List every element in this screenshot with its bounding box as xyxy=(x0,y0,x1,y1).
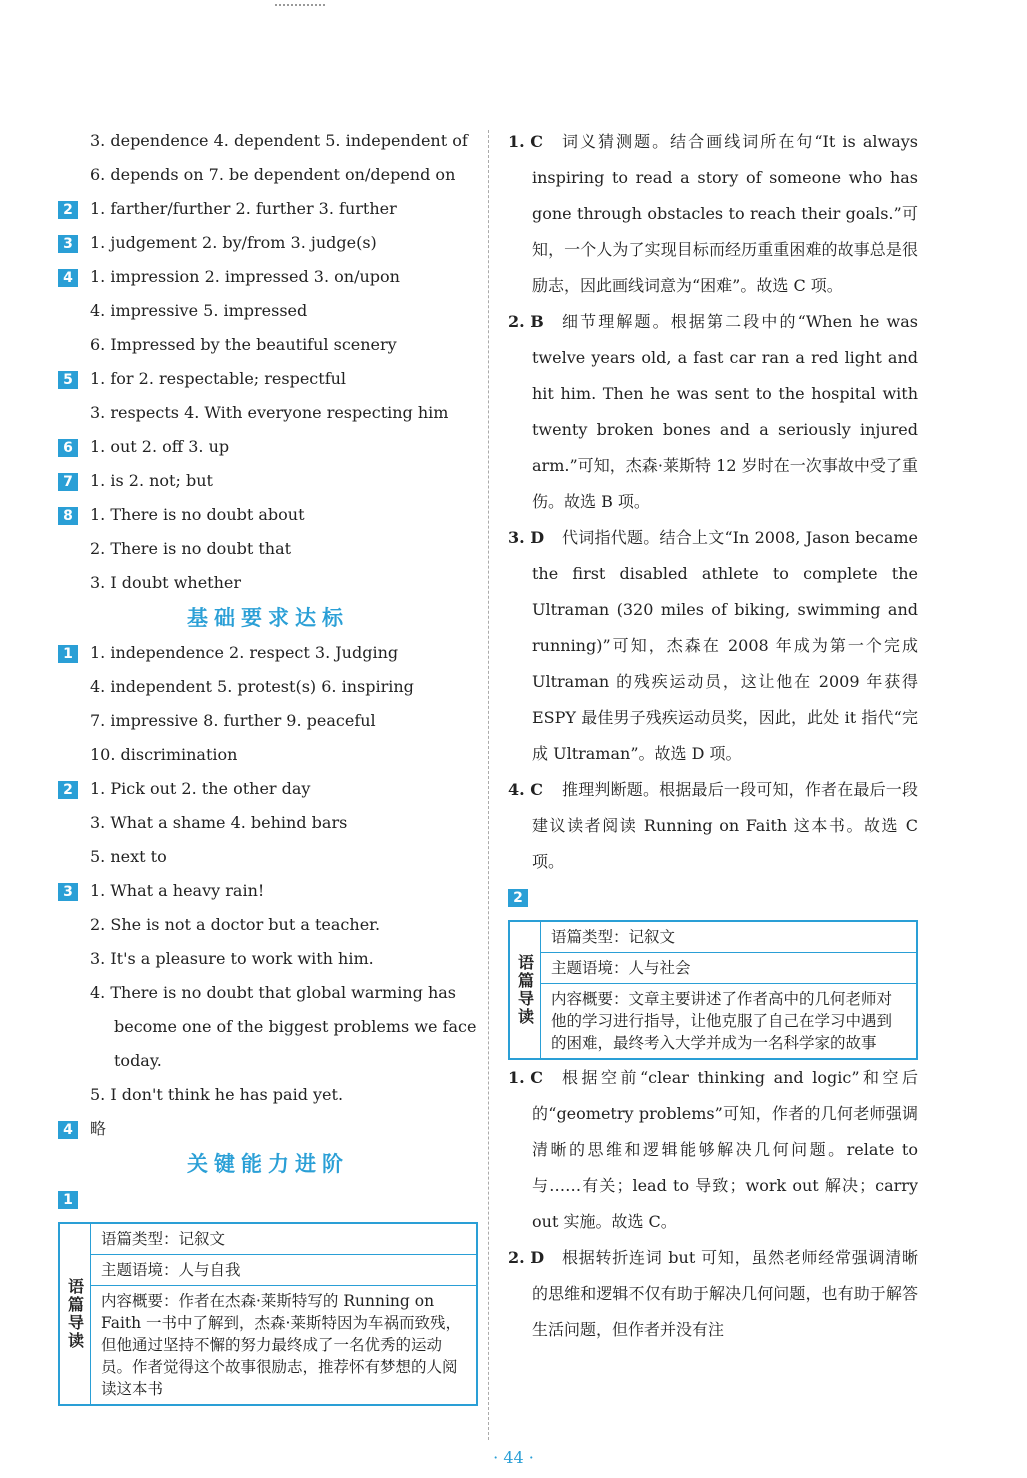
answer-explanation xyxy=(508,1240,918,1348)
answer-text: 1. judgement 2. by/from 3. judge(s) xyxy=(90,233,377,252)
answer-line xyxy=(58,124,478,158)
answer-text: 1. There is no doubt about xyxy=(90,505,305,524)
section-number-badge: 1 xyxy=(58,1191,78,1209)
answer-text: 3. It's a pleasure to work with him. xyxy=(90,949,374,968)
answer-key: 1. C xyxy=(508,1068,544,1087)
answer-text: 4. There is no doubt that global warming has xyxy=(90,983,456,1002)
answer-text: 2. There is no doubt that xyxy=(90,539,292,558)
answer-text: 1. What a heavy rain! xyxy=(90,881,265,900)
answer-line xyxy=(58,704,478,738)
answer-text: 1. is 2. not; but xyxy=(90,471,213,490)
answer-line xyxy=(58,1078,478,1112)
answer-text: 1. for 2. respectable; respectful xyxy=(90,369,347,388)
answer-key: 3. D xyxy=(508,528,545,547)
answer-key: 1. C xyxy=(508,132,544,151)
explanation-text: 词义猜测题。结合画线词所在句“It is always inspiring to read a story of someone who has gone through obstacles to reach their goals.”可知，一个人为了实现目标而经历重重困难的故事总是很励志，因此画线词意为“困难”。故选 C 项。 xyxy=(532,132,918,295)
answer-line xyxy=(58,430,478,464)
explanation-text: 推理判断题。根据最后一段可知，作者在最后一段建议读者阅读 Running on Faith 这本书。故选 C 项。 xyxy=(532,780,918,871)
answer-line xyxy=(58,976,478,1010)
section-number-badge: 4 xyxy=(58,1121,78,1139)
answer-text: 10. discrimination xyxy=(90,745,238,764)
intro-rows xyxy=(91,1224,476,1404)
answer-text: 1. out 2. off 3. up xyxy=(90,437,230,456)
answer-explanation xyxy=(508,520,918,772)
answer-text: today. xyxy=(114,1051,162,1070)
answer-explanation xyxy=(508,1060,918,1240)
page-number: · 44 · xyxy=(493,1448,534,1467)
answer-line xyxy=(58,636,478,670)
column-divider xyxy=(488,130,489,1440)
section-number-badge: 5 xyxy=(58,371,78,389)
section-number-badge: 6 xyxy=(58,439,78,457)
section-number-badge: 2 xyxy=(508,889,528,907)
top-mark xyxy=(275,4,325,8)
answer-text: 1. independence 2. respect 3. Judging xyxy=(90,643,399,662)
section-number-badge: 4 xyxy=(58,269,78,287)
answer-line xyxy=(58,874,478,908)
answer-text: 5. I don't think he has paid yet. xyxy=(90,1085,344,1104)
answer-line xyxy=(58,908,478,942)
intro-side-label: 语篇导读 xyxy=(510,922,541,1058)
answer-key: 2. D xyxy=(508,1248,545,1267)
answer-line xyxy=(58,1010,478,1044)
explanation-text: 根据转折连词 but 可知，虽然老师经常强调清晰的思维和逻辑不仅有助于解决几何问题，也有助于解答生活问题，但作者并没有注 xyxy=(532,1248,918,1339)
answer-line xyxy=(58,464,478,498)
answer-text: 1. impression 2. impressed 3. on/upon xyxy=(90,267,400,286)
left-column xyxy=(58,124,478,1406)
answer-line xyxy=(58,1112,478,1146)
answer-text: 1. farther/further 2. further 3. further xyxy=(90,199,397,218)
answer-line xyxy=(58,566,478,600)
answer-text: 6. Impressed by the beautiful scenery xyxy=(90,335,397,354)
section-number-badge: 8 xyxy=(58,507,78,525)
intro-type: 语篇类型：记叙文 xyxy=(91,1224,476,1255)
answer-text: 6. depends on 7. be dependent on/depend on xyxy=(90,165,456,184)
section-number-badge: 1 xyxy=(58,645,78,663)
answer-line xyxy=(58,362,478,396)
intro-side-label: 语篇导读 xyxy=(60,1224,91,1404)
answer-text: 3. respects 4. With everyone respecting him xyxy=(90,403,449,422)
answer-key: 2. B xyxy=(508,312,544,331)
intro-rows xyxy=(541,922,916,1058)
answer-line xyxy=(58,498,478,532)
answer-explanation xyxy=(508,124,918,304)
right-column xyxy=(508,124,918,1348)
explanation-text: 细节理解题。根据第二段中的“When he was twelve years old, a fast car ran a red light and hit him. Then he was sent to the hospital with twenty broken bones and a seriously injured arm.”可知，杰森·莱斯特 12 岁时在一次事故中受了重伤。故选 B 项。 xyxy=(532,312,918,511)
section-number-badge: 7 xyxy=(58,473,78,491)
reading-intro-box xyxy=(58,1222,478,1406)
explanation-text: 根据空前“clear thinking and logic”和空后的“geometry problems”可知，作者的几何老师强调清晰的思维和逻辑能够解决几何问题。relate to 与……有关；lead to 导致；work out 解决；carry out 实施。故选 C。 xyxy=(532,1068,918,1231)
intro-summary: 内容概要：文章主要讲述了作者高中的几何老师对他的学习进行指导，让他克服了自己在学习中遇到的困难，最终考入大学并成为一名科学家的故事 xyxy=(551,990,893,1052)
explanation-text: 代词指代题。结合上文“In 2008, Jason became the first disabled athlete to complete the Ultraman (320 miles of biking, swimming and running)”可知，杰森在 2008 年成为第一个完成 Ultraman 的残疾运动员，这让他在 2009 年获得 ESPY 最佳男子残疾运动员奖，因此，此处 it 指代“完成 Ultraman”。故选 D 项。 xyxy=(532,528,918,763)
answer-text: 略 xyxy=(90,1119,107,1138)
answer-explanation xyxy=(508,304,918,520)
answer-line xyxy=(58,328,478,362)
intro-theme: 主题语境：人与自我 xyxy=(91,1255,476,1286)
answer-line xyxy=(58,294,478,328)
answer-text: 5. next to xyxy=(90,847,167,866)
section-heading: 关键能力进阶 xyxy=(187,1152,349,1176)
intro-theme: 主题语境：人与社会 xyxy=(541,953,916,984)
answer-text: 1. Pick out 2. the other day xyxy=(90,779,311,798)
answer-line xyxy=(58,942,478,976)
answer-line xyxy=(58,806,478,840)
section-heading: 基础要求达标 xyxy=(187,606,349,630)
answer-text: 2. She is not a doctor but a teacher. xyxy=(90,915,381,934)
section-number-badge: 3 xyxy=(58,235,78,253)
section-number-badge: 2 xyxy=(58,781,78,799)
box-number-line xyxy=(508,880,918,914)
answer-line xyxy=(58,772,478,806)
answer-line xyxy=(58,158,478,192)
answer-line xyxy=(58,192,478,226)
answer-key: 4. C xyxy=(508,780,544,799)
intro-type: 语篇类型：记叙文 xyxy=(541,922,916,953)
answer-text: become one of the biggest problems we face xyxy=(114,1017,477,1036)
reading-intro-box xyxy=(508,920,918,1060)
answer-line xyxy=(58,226,478,260)
box-number-line xyxy=(58,1182,478,1216)
answer-line xyxy=(58,532,478,566)
intro-summary: 内容概要：作者在杰森·莱斯特写的 Running on Faith 一书中了解到，杰森·莱斯特因为车祸而致残，但他通过坚持不懈的努力最终成了一名优秀的运动员。作者觉得这个故事很励志，推荐怀有梦想的人阅读这本书 xyxy=(101,1292,461,1398)
section-number-badge: 3 xyxy=(58,883,78,901)
answer-line xyxy=(58,738,478,772)
answer-line xyxy=(58,670,478,704)
answer-text: 3. dependence 4. dependent 5. independent of xyxy=(90,131,468,150)
answer-line xyxy=(58,396,478,430)
answer-line xyxy=(58,840,478,874)
section-number-badge: 2 xyxy=(58,201,78,219)
answer-text: 3. I doubt whether xyxy=(90,573,242,592)
answer-line xyxy=(58,1044,478,1078)
answer-text: 4. independent 5. protest(s) 6. inspiring xyxy=(90,677,414,696)
answer-text: 3. What a shame 4. behind bars xyxy=(90,813,348,832)
answer-text: 7. impressive 8. further 9. peaceful xyxy=(90,711,376,730)
answer-explanation xyxy=(508,772,918,880)
answer-text: 4. impressive 5. impressed xyxy=(90,301,308,320)
answer-line xyxy=(58,260,478,294)
